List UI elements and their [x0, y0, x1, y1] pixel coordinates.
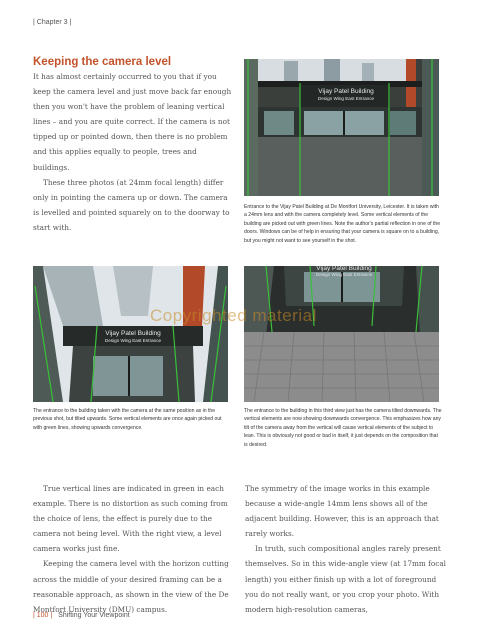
sign-tilted-up	[88, 330, 178, 344]
sign-level-subtitle: Design Wing East Entrance	[317, 96, 375, 101]
caption-tilted-down: The entrance to the building in this third view just has the camera tilted downwards. The vertical elements are now showing downwards convergence. This emphasizes how any tilt of the camera away from the vertical will cause vertical elements of the subject to lean. This is obviously not good or bad in itself, it just depends on the composition that is desired.	[244, 408, 442, 448]
section-heading: Keeping the camera level	[33, 56, 172, 68]
caption-tilted-up: The entrance to the building taken with the camera at the same position as in the previous shot, but tilted upwards. Some vertical elements are once again picked out with green lines, showing upwards convergence.	[33, 408, 222, 431]
photo-tilted-down	[244, 266, 439, 402]
sign-tilted-up-title: Vijay Patel Building	[105, 330, 161, 337]
copyright-watermark: Copyrighted material	[150, 306, 317, 325]
running-title: Shifting Your Viewpoint	[58, 612, 130, 619]
left-paragraph-2: Keeping the camera level with the horizon cutting across the middle of your desired framing can be a reasonable approach, as shown in the view of the De Montfort University (DMU) campus.	[33, 559, 229, 614]
page-footer	[33, 612, 130, 619]
photo-camera-level	[244, 59, 439, 196]
sign-tilted-up-subtitle: Design Wing East Entrance	[104, 338, 162, 343]
page-number: | 100 |	[33, 612, 53, 619]
caption-level: Entrance to the Vijay Patel Building at De Montfort University, Leicester. It is taken with a 24mm lens and with the camera completely level. Some vertical elements of the building are picked out with green lines. Note the author's partial reflection in one of the doors. Windows can be of help in ensuring that your camera is square on to a building, but you might not want to see yourself in the shot.	[244, 204, 441, 244]
right-paragraph-2: In truth, such compositional angles rarely present themselves. So in this wide-angle view (at 17mm focal length) you either finish up with a lot of foreground you do not really want, or you crop your photo. With modern high-resolution cameras,	[245, 544, 447, 614]
left-paragraph-1: True vertical lines are indicated in green in each example. There is no distortion as such coming from the choice of lens, the effect is purely due to the camera not being level. With the right view, a level camera works just fine.	[33, 484, 228, 554]
right-column-text	[245, 481, 450, 617]
sign-level-title: Vijay Patel Building	[318, 88, 374, 95]
photo-level-illustration	[244, 59, 439, 196]
right-paragraph-1: The symmetry of the image works in this example because a wide-angle 14mm lens shows all of the adjacent building. However, this is an approach that rarely works.	[245, 484, 439, 539]
chapter-label: | Chapter 3 |	[33, 19, 72, 26]
sign-tilted-down-title: Vijay Patel Building	[316, 266, 372, 272]
sign-level	[304, 88, 388, 102]
sign-tilted-down	[299, 266, 389, 278]
photo-tilted-down-illustration	[244, 266, 439, 402]
intro-paragraph-2: These three photos (at 24mm focal length) differ only in pointing the camera up or down. The camera is levelled and pointed squarely on to the doorway to start with.	[33, 177, 230, 232]
intro-paragraph-1: It has almost certainly occurred to you that if you keep the camera level and just move back far enough then you won't have the problem of leaning vertical lines – and you are quite correct. If the camera is not tipped up or pointed down, then there is no problem and this applies equally to people, trees and buildings.	[33, 72, 232, 172]
sign-tilted-down-subtitle: Design Wing East Entrance	[315, 272, 373, 277]
left-column-text	[33, 481, 233, 617]
intro-text	[33, 69, 233, 235]
photo-tilted-up	[33, 266, 228, 402]
